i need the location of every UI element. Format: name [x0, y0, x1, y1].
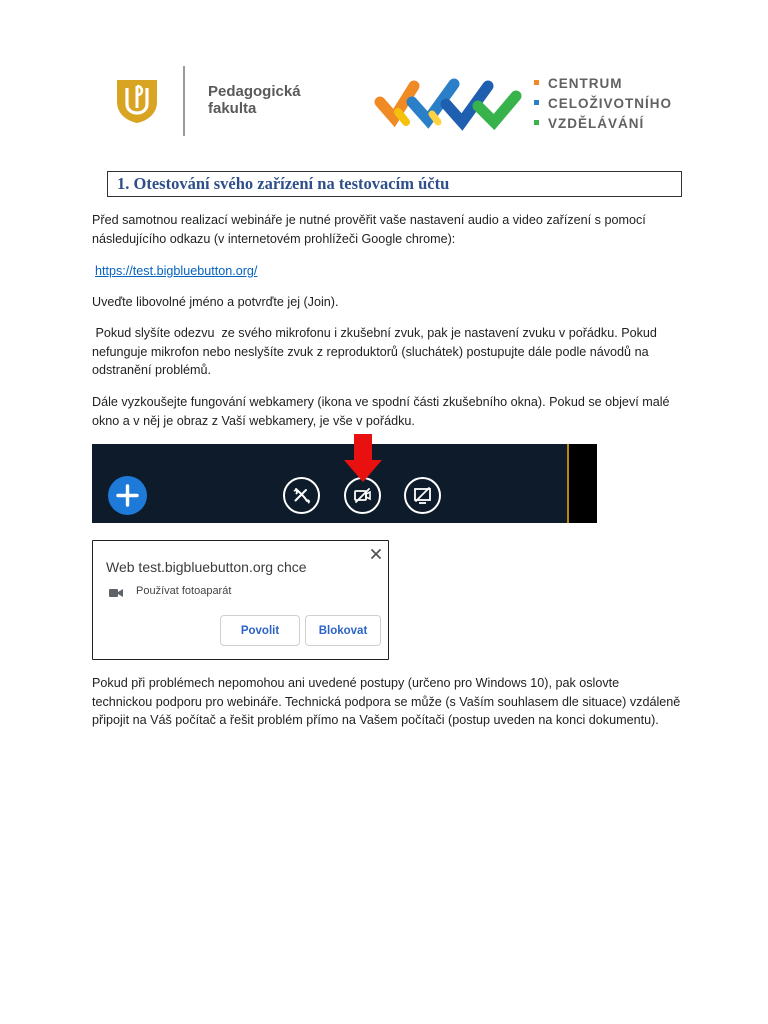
camera-permission-dialog: [92, 540, 389, 660]
centrum-text-3: VZDĚLÁVÁNÍ: [548, 116, 645, 131]
dialog-title: Web test.bigbluebutton.org chce: [106, 559, 307, 575]
red-arrow-down-icon: [342, 432, 384, 484]
permission-label: Používat fotoaparát: [136, 585, 232, 597]
centrum-text-2: CELOŽIVOTNÍHO: [548, 96, 672, 111]
video-camera-icon: [109, 588, 123, 598]
faculty-name-line2: fakulta: [208, 100, 257, 117]
webcam-instruction: Dále vyzkoušejte fungování webkamery (ikona ve spodní části zkušebního okna). Pokud se objeví malé okno a v něj je obraz z Vaší webkamery, je vše v pořádku.: [92, 395, 670, 428]
university-logo-icon: [113, 78, 161, 124]
centrum-line-3: [534, 116, 644, 132]
green-bullet: [534, 120, 539, 125]
close-icon[interactable]: [369, 547, 383, 561]
muted-microphone-button[interactable]: [283, 477, 320, 514]
lifelong-learning-logo-icon: [372, 72, 524, 134]
name-instruction: Uveďte libovolné jméno a potvrďte jej (Join).: [92, 295, 339, 309]
section-heading: 1. Otestování svého zařízení na testovacím účtu: [107, 171, 682, 197]
test-link[interactable]: https://test.bigbluebutton.org/: [95, 264, 258, 278]
centrum-line-1: [534, 76, 623, 92]
plus-icon: [108, 476, 147, 515]
toolbar-dark-strip: [569, 444, 597, 523]
orange-bullet: [534, 80, 539, 85]
screen-share-button[interactable]: [404, 477, 441, 514]
allow-button[interactable]: Povolit: [220, 615, 300, 646]
audio-instruction: Pokud slyšíte odezvu ze svého mikrofonu i zkušební zvuk, pak je nastavení zvuku v pořádku. Pokud nefunguje mikrofon nebo neslyšíte zvuk z reproduktorů (sluchátek) postupujte dále podle návodů na odstranění problémů.: [92, 326, 661, 377]
actions-plus-button[interactable]: [108, 476, 147, 515]
block-button[interactable]: Blokovat: [305, 615, 381, 646]
blue-bullet: [534, 100, 539, 105]
intro-paragraph: Před samotnou realizací webináře je nutné prověřit vaše nastavení audio a video zařízení s pomocí následujícího odkazu (v internetovém prohlížeči Google chrome):: [92, 213, 646, 246]
muted-microphone-icon: [285, 479, 318, 512]
screen-share-off-icon: [406, 479, 439, 512]
logo-divider: [183, 66, 185, 136]
centrum-line-2: [534, 96, 672, 112]
centrum-text-1: CENTRUM: [548, 76, 623, 91]
support-instruction: Pokud při problémech nepomohou ani uvedené postupy (určeno pro Windows 10), pak oslovte technickou podporu pro webináře. Technická podpora se může (s Vaším souhlasem dle situace) vzdáleně připojit na Váš počítač a řešit problém přímo na Vašem počítači (postup uveden na konci dokumentu).: [92, 676, 681, 727]
faculty-name-line1: Pedagogická: [208, 83, 301, 100]
